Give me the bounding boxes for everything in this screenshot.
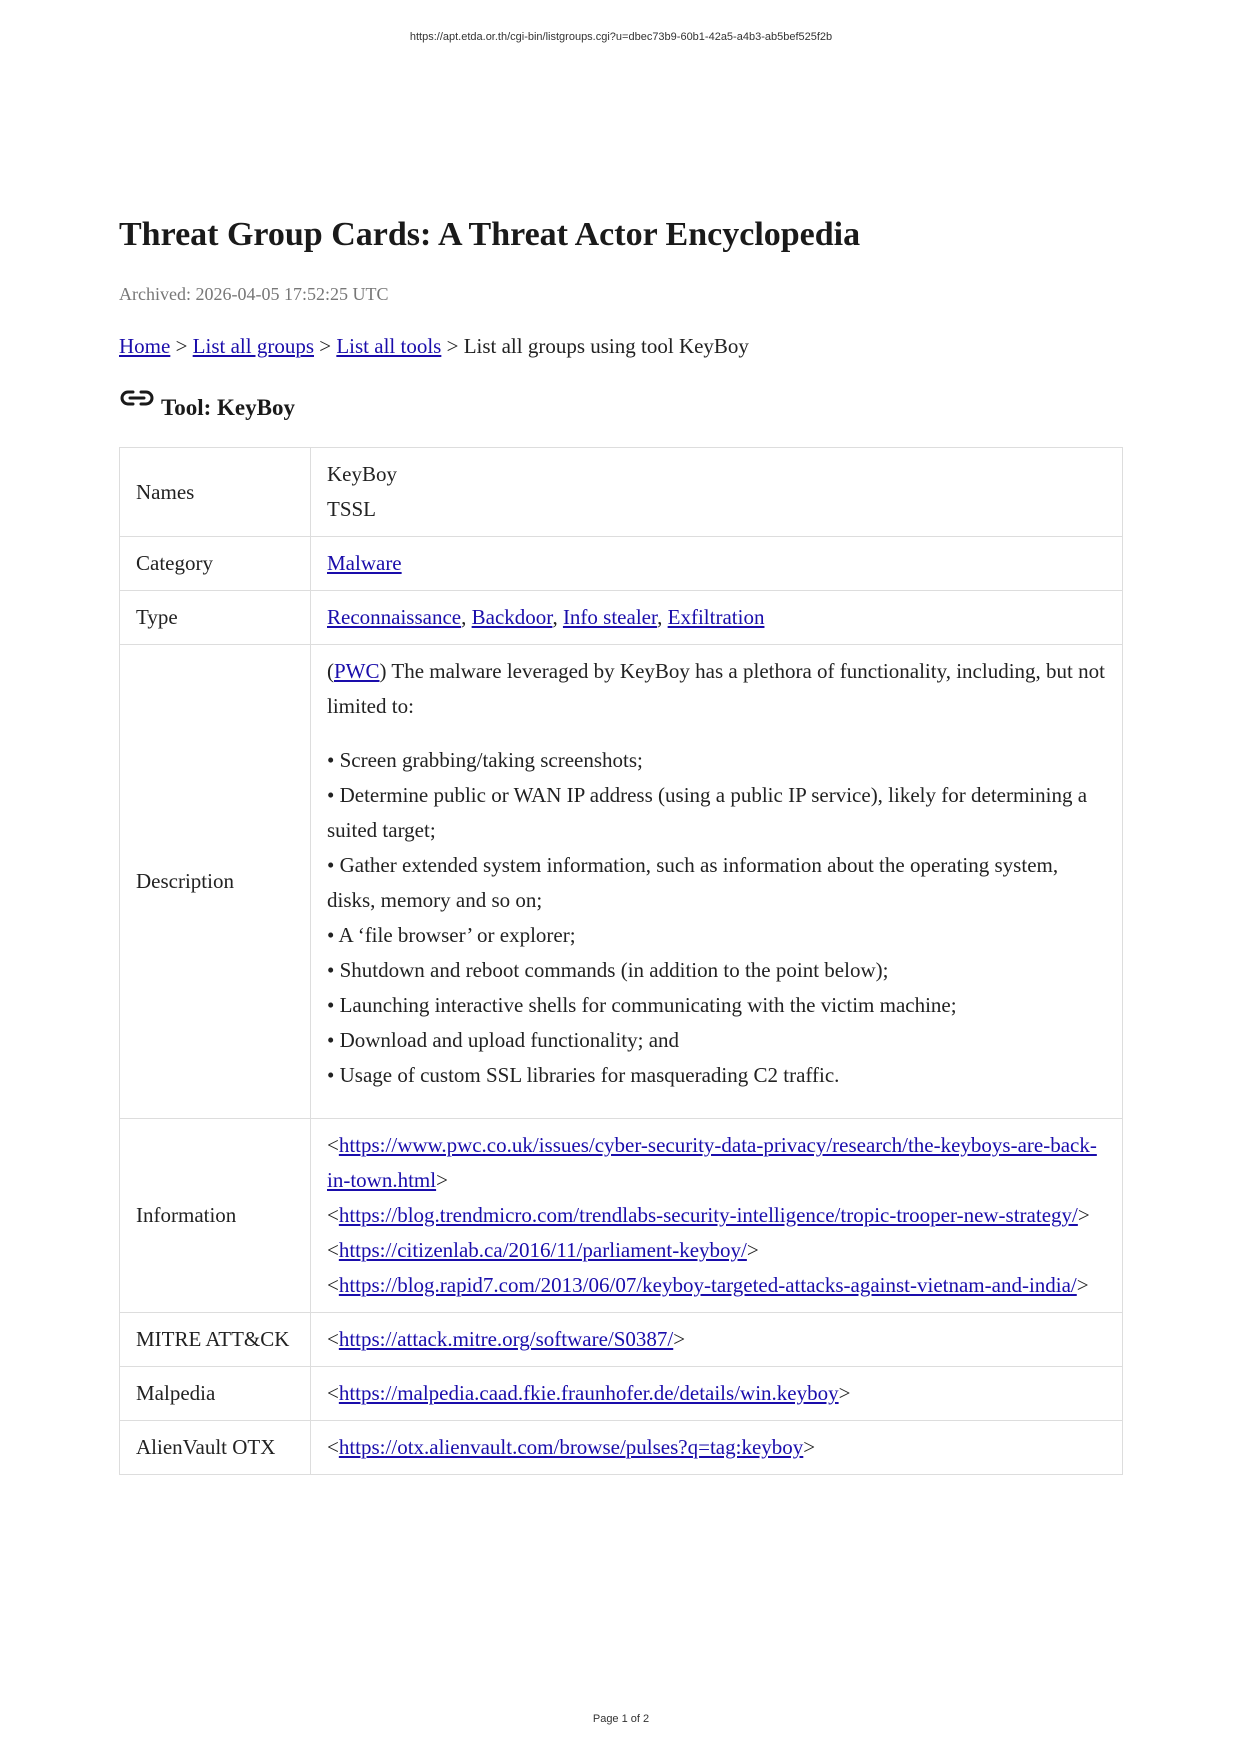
list-item: • Launching interactive shells for communicating with the victim machine; <box>327 993 957 1017</box>
otx-label: AlienVault OTX <box>120 1421 311 1475</box>
information-link[interactable]: https://blog.trendmicro.com/trendlabs-security-intelligence/tropic-trooper-new-strategy/ <box>338 1203 1078 1227</box>
table-row-names <box>120 448 1123 537</box>
breadcrumb <box>119 331 1123 361</box>
breadcrumb-separator: > <box>170 334 193 358</box>
tool-info-table <box>119 447 1123 1475</box>
page-number: Page 1 of 2 <box>592 1713 650 1725</box>
angle-bracket-open: < <box>327 1273 339 1297</box>
type-link[interactable]: Exfiltration <box>667 605 765 629</box>
list-item: • Shutdown and reboot commands (in addition to the point below); <box>327 958 889 982</box>
type-separator: , <box>461 605 472 629</box>
name-item: TSSL <box>327 497 377 521</box>
information-item <box>327 1268 1106 1303</box>
angle-bracket-open: < <box>327 1381 339 1405</box>
otx-value <box>311 1421 1123 1475</box>
main-content <box>119 210 1123 1475</box>
information-item <box>327 1198 1106 1233</box>
information-value <box>311 1119 1123 1313</box>
angle-bracket-close: > <box>803 1435 816 1459</box>
description-label: Description <box>120 645 311 1119</box>
breadcrumb-separator: > <box>314 334 337 358</box>
malpedia-label: Malpedia <box>120 1367 311 1421</box>
pwc-source-link[interactable]: PWC <box>334 659 380 683</box>
angle-bracket-open: < <box>327 1133 339 1157</box>
description-value <box>311 645 1123 1119</box>
link-icon <box>119 385 155 411</box>
breadcrumb-tools-link[interactable]: List all tools <box>336 334 442 358</box>
angle-bracket-close: > <box>746 1238 759 1262</box>
table-row-mitre <box>120 1313 1123 1367</box>
mitre-label: MITRE ATT&CK <box>120 1313 311 1367</box>
type-link[interactable]: Backdoor <box>471 605 553 629</box>
list-item: • Download and upload functionality; and <box>327 1028 680 1052</box>
list-item: • Determine public or WAN IP address (using a public IP service), likely for determining a suited target; <box>327 783 1088 842</box>
information-item <box>327 1233 1106 1268</box>
type-value <box>311 591 1123 645</box>
name-item: KeyBoy <box>327 462 397 486</box>
angle-bracket-open: < <box>327 1238 339 1262</box>
breadcrumb-groups-link[interactable]: List all groups <box>192 334 314 358</box>
information-label: Information <box>120 1119 311 1313</box>
mitre-value <box>311 1313 1123 1367</box>
breadcrumb-home-link[interactable]: Home <box>119 334 171 358</box>
information-link[interactable]: https://blog.rapid7.com/2013/06/07/keyboy-targeted-attacks-against-vietnam-and-india/ <box>338 1273 1077 1297</box>
type-link[interactable]: Info stealer <box>562 605 658 629</box>
type-label: Type <box>120 591 311 645</box>
angle-bracket-close: > <box>1076 1273 1089 1297</box>
information-link[interactable]: https://www.pwc.co.uk/issues/cyber-security-data-privacy/research/the-keyboys-are-back-in-town.html <box>327 1133 1097 1192</box>
list-item: • Screen grabbing/taking screenshots; <box>327 748 643 772</box>
breadcrumb-current: List all groups using tool KeyBoy <box>463 334 749 358</box>
breadcrumb-separator: > <box>441 334 464 358</box>
page-url: https://apt.etda.or.th/cgi-bin/listgroups.cgi?u=dbec73b9-60b1-42a5-a4b3-ab5bef525f2b <box>409 31 833 43</box>
otx-link[interactable]: https://otx.alienvault.com/browse/pulses?q=tag:keyboy <box>338 1435 804 1459</box>
type-separator: , <box>552 605 563 629</box>
description-bullet-list <box>327 743 1106 1093</box>
malpedia-link[interactable]: https://malpedia.caad.fkie.fraunhofer.de/details/win.keyboy <box>338 1381 839 1405</box>
tool-heading <box>119 391 1123 425</box>
description-intro-text: ) The malware leveraged by KeyBoy has a plethora of functionality, including, but not limited to: <box>327 659 1105 718</box>
category-link[interactable]: Malware <box>327 551 402 575</box>
angle-bracket-open: < <box>327 1327 339 1351</box>
list-item: • A ‘file browser’ or explorer; <box>327 923 576 947</box>
table-row-category <box>120 537 1123 591</box>
category-label: Category <box>120 537 311 591</box>
angle-bracket-close: > <box>673 1327 686 1351</box>
type-link[interactable]: Reconnaissance <box>327 605 462 629</box>
type-separator: , <box>657 605 668 629</box>
angle-bracket-open: < <box>327 1203 339 1227</box>
angle-bracket-close: > <box>1077 1203 1090 1227</box>
archived-timestamp: Archived: 2026-04-05 17:52:25 UTC <box>119 284 389 304</box>
information-link[interactable]: https://citizenlab.ca/2016/11/parliament-keyboy/ <box>338 1238 747 1262</box>
list-item: • Gather extended system information, such as information about the operating system, disks, memory and so on; <box>327 853 1059 912</box>
category-value <box>311 537 1123 591</box>
page-title: Threat Group Cards: A Threat Actor Encyclopedia <box>119 216 861 253</box>
information-item <box>327 1128 1106 1198</box>
table-row-malpedia <box>120 1367 1123 1421</box>
description-intro <box>327 654 1106 724</box>
angle-bracket-open: < <box>327 1435 339 1459</box>
tool-heading-text: Tool: KeyBoy <box>161 395 295 420</box>
malpedia-value <box>311 1367 1123 1421</box>
mitre-link[interactable]: https://attack.mitre.org/software/S0387/ <box>338 1327 674 1351</box>
table-row-otx <box>120 1421 1123 1475</box>
paren-text: ( <box>327 659 334 683</box>
table-row-type <box>120 591 1123 645</box>
table-row-description <box>120 645 1123 1119</box>
names-label: Names <box>120 448 311 537</box>
table-row-information <box>120 1119 1123 1313</box>
list-item: • Usage of custom SSL libraries for masquerading C2 traffic. <box>327 1063 840 1087</box>
names-value <box>311 448 1123 537</box>
angle-bracket-close: > <box>436 1168 448 1192</box>
angle-bracket-close: > <box>838 1381 851 1405</box>
